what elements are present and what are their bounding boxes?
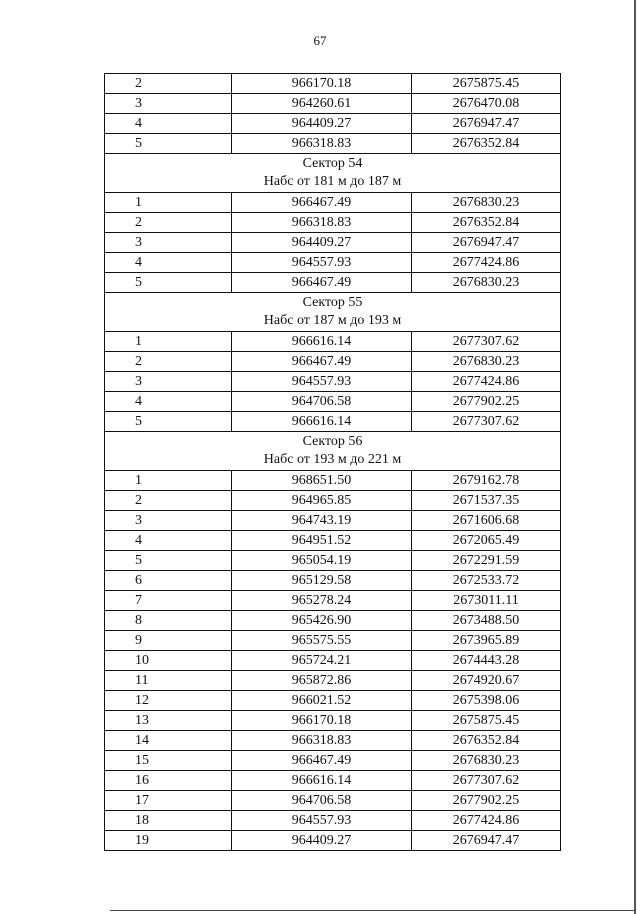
point-number: 5	[105, 551, 232, 571]
point-number: 1	[105, 193, 232, 213]
y-coordinate: 2672291.59	[412, 551, 561, 571]
table-row	[105, 771, 561, 791]
x-coordinate: 966467.49	[232, 751, 412, 771]
x-coordinate: 964409.27	[232, 831, 412, 851]
x-coordinate: 966318.83	[232, 213, 412, 233]
y-coordinate: 2677902.25	[412, 791, 561, 811]
table-row	[105, 631, 561, 651]
point-number: 2	[105, 491, 232, 511]
table-row	[105, 253, 561, 273]
point-number: 2	[105, 213, 232, 233]
point-number: 14	[105, 731, 232, 751]
x-coordinate: 965054.19	[232, 551, 412, 571]
sector-header-row	[105, 154, 561, 193]
x-coordinate: 966616.14	[232, 332, 412, 352]
sector-header-cell	[105, 154, 561, 193]
point-number: 3	[105, 94, 232, 114]
scan-edge-bottom	[110, 910, 634, 911]
x-coordinate: 966021.52	[232, 691, 412, 711]
y-coordinate: 2677307.62	[412, 332, 561, 352]
y-coordinate: 2677424.86	[412, 811, 561, 831]
table-row	[105, 831, 561, 851]
x-coordinate: 966616.14	[232, 412, 412, 432]
x-coordinate: 965724.21	[232, 651, 412, 671]
y-coordinate: 2677424.86	[412, 253, 561, 273]
point-number: 4	[105, 114, 232, 134]
x-coordinate: 966467.49	[232, 273, 412, 293]
y-coordinate: 2673011.11	[412, 591, 561, 611]
y-coordinate: 2671606.68	[412, 511, 561, 531]
x-coordinate: 964965.85	[232, 491, 412, 511]
table-row	[105, 114, 561, 134]
y-coordinate: 2672065.49	[412, 531, 561, 551]
x-coordinate: 965278.24	[232, 591, 412, 611]
table-row	[105, 372, 561, 392]
sector-header-row	[105, 432, 561, 471]
x-coordinate: 966318.83	[232, 731, 412, 751]
table-row	[105, 531, 561, 551]
y-coordinate: 2677307.62	[412, 412, 561, 432]
table-row	[105, 751, 561, 771]
x-coordinate: 964951.52	[232, 531, 412, 551]
table-row	[105, 551, 561, 571]
sector-title: Сектор 56	[302, 434, 363, 449]
x-coordinate: 966467.49	[232, 193, 412, 213]
y-coordinate: 2675398.06	[412, 691, 561, 711]
point-number: 1	[105, 332, 232, 352]
y-coordinate: 2676830.23	[412, 193, 561, 213]
sector-header-row	[105, 293, 561, 332]
point-number: 2	[105, 74, 232, 94]
table-row	[105, 671, 561, 691]
y-coordinate: 2674443.28	[412, 651, 561, 671]
point-number: 4	[105, 531, 232, 551]
y-coordinate: 2677424.86	[412, 372, 561, 392]
y-coordinate: 2671537.35	[412, 491, 561, 511]
point-number: 3	[105, 372, 232, 392]
table-row	[105, 711, 561, 731]
y-coordinate: 2676352.84	[412, 134, 561, 154]
point-number: 19	[105, 831, 232, 851]
y-coordinate: 2676947.47	[412, 831, 561, 851]
point-number: 5	[105, 273, 232, 293]
x-coordinate: 966170.18	[232, 711, 412, 731]
table-row	[105, 392, 561, 412]
sector-title: Сектор 54	[302, 156, 363, 171]
page-number: 67	[313, 33, 327, 48]
x-coordinate: 964743.19	[232, 511, 412, 531]
point-number: 11	[105, 671, 232, 691]
x-coordinate: 964557.93	[232, 253, 412, 273]
x-coordinate: 965872.86	[232, 671, 412, 691]
sector-height-range: Набс от 187 м до 193 м	[263, 313, 402, 328]
x-coordinate: 968651.50	[232, 471, 412, 491]
y-coordinate: 2674920.67	[412, 671, 561, 691]
point-number: 3	[105, 511, 232, 531]
y-coordinate: 2676830.23	[412, 751, 561, 771]
y-coordinate: 2679162.78	[412, 471, 561, 491]
x-coordinate: 964557.93	[232, 372, 412, 392]
x-coordinate: 964706.58	[232, 791, 412, 811]
table-row	[105, 233, 561, 253]
table-row	[105, 193, 561, 213]
table-row	[105, 352, 561, 372]
x-coordinate: 965129.58	[232, 571, 412, 591]
table-row	[105, 332, 561, 352]
point-number: 15	[105, 751, 232, 771]
point-number: 8	[105, 611, 232, 631]
table-row	[105, 511, 561, 531]
scan-edge-right	[634, 0, 636, 914]
x-coordinate: 965426.90	[232, 611, 412, 631]
sector-title: Сектор 55	[302, 295, 363, 310]
table-row	[105, 412, 561, 432]
y-coordinate: 2676830.23	[412, 352, 561, 372]
point-number: 1	[105, 471, 232, 491]
y-coordinate: 2677307.62	[412, 771, 561, 791]
y-coordinate: 2675875.45	[412, 74, 561, 94]
table-row	[105, 134, 561, 154]
table-row	[105, 591, 561, 611]
sector-height-range: Набс от 181 м до 187 м	[263, 174, 402, 189]
point-number: 17	[105, 791, 232, 811]
table-row	[105, 611, 561, 631]
y-coordinate: 2672533.72	[412, 571, 561, 591]
y-coordinate: 2676470.08	[412, 94, 561, 114]
point-number: 13	[105, 711, 232, 731]
table-row	[105, 213, 561, 233]
point-number: 16	[105, 771, 232, 791]
y-coordinate: 2673488.50	[412, 611, 561, 631]
y-coordinate: 2676947.47	[412, 114, 561, 134]
coordinates-table-body	[105, 74, 561, 851]
sector-header-cell	[105, 432, 561, 471]
point-number: 4	[105, 253, 232, 273]
point-number: 10	[105, 651, 232, 671]
x-coordinate: 964409.27	[232, 233, 412, 253]
table-row	[105, 791, 561, 811]
point-number: 5	[105, 412, 232, 432]
point-number: 9	[105, 631, 232, 651]
table-row	[105, 731, 561, 751]
y-coordinate: 2676352.84	[412, 213, 561, 233]
table-row	[105, 491, 561, 511]
x-coordinate: 964557.93	[232, 811, 412, 831]
point-number: 18	[105, 811, 232, 831]
point-number: 7	[105, 591, 232, 611]
x-coordinate: 966318.83	[232, 134, 412, 154]
table-row	[105, 691, 561, 711]
point-number: 2	[105, 352, 232, 372]
x-coordinate: 966467.49	[232, 352, 412, 372]
table-row	[105, 571, 561, 591]
table-row	[105, 74, 561, 94]
x-coordinate: 964260.61	[232, 94, 412, 114]
y-coordinate: 2673965.89	[412, 631, 561, 651]
point-number: 3	[105, 233, 232, 253]
table-row	[105, 651, 561, 671]
x-coordinate: 964409.27	[232, 114, 412, 134]
y-coordinate: 2675875.45	[412, 711, 561, 731]
point-number: 6	[105, 571, 232, 591]
y-coordinate: 2676947.47	[412, 233, 561, 253]
y-coordinate: 2676830.23	[412, 273, 561, 293]
coordinates-table	[104, 73, 561, 851]
x-coordinate: 966170.18	[232, 74, 412, 94]
sector-height-range: Набс от 193 м до 221 м	[263, 452, 402, 467]
y-coordinate: 2676352.84	[412, 731, 561, 751]
point-number: 4	[105, 392, 232, 412]
table-row	[105, 811, 561, 831]
x-coordinate: 965575.55	[232, 631, 412, 651]
table-row	[105, 471, 561, 491]
x-coordinate: 966616.14	[232, 771, 412, 791]
y-coordinate: 2677902.25	[412, 392, 561, 412]
x-coordinate: 964706.58	[232, 392, 412, 412]
sector-header-cell	[105, 293, 561, 332]
table-row	[105, 94, 561, 114]
table-row	[105, 273, 561, 293]
point-number: 12	[105, 691, 232, 711]
point-number: 5	[105, 134, 232, 154]
